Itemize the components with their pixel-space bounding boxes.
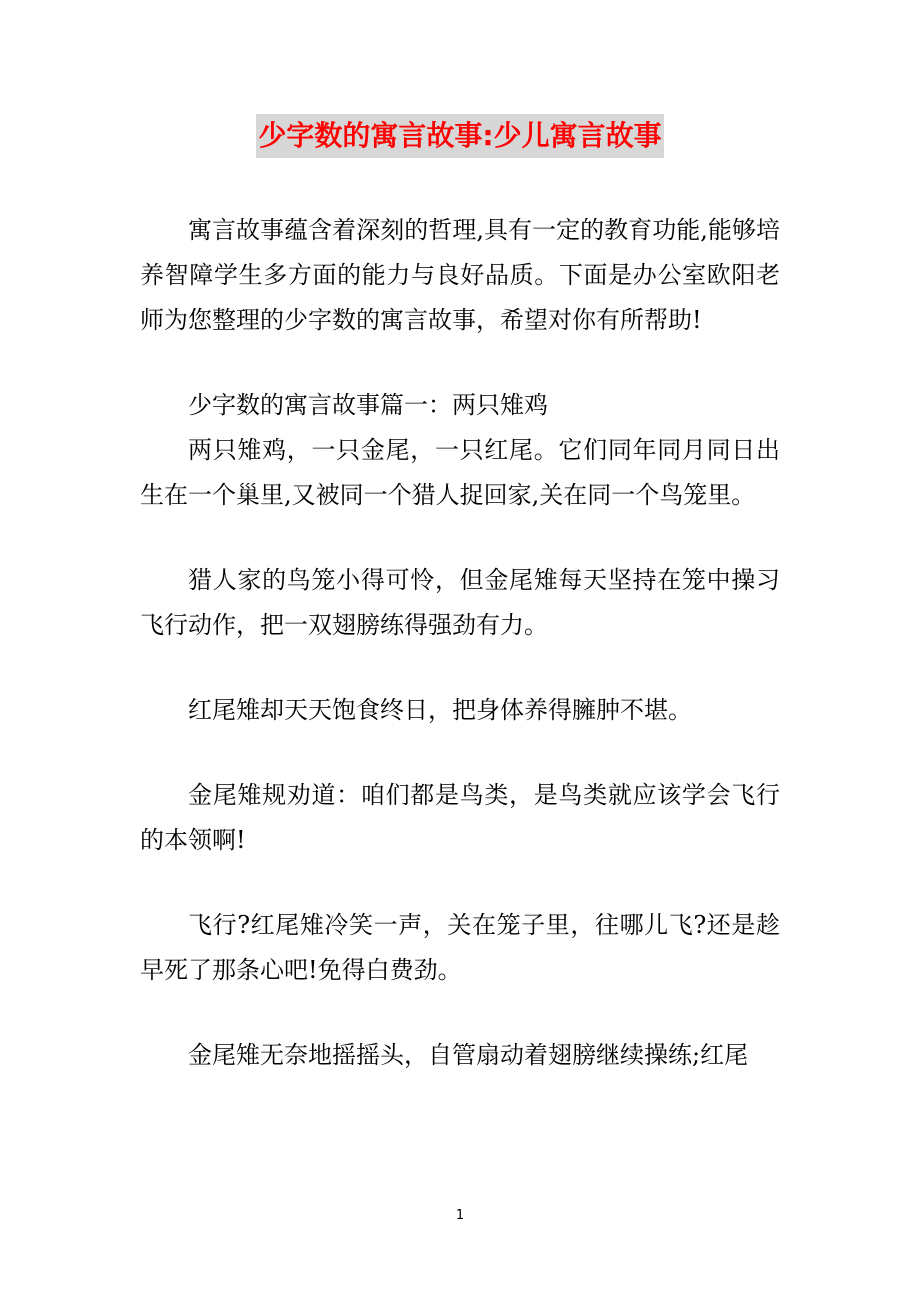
section-heading: 少字数的寓言故事篇一：两只雉鸡: [188, 391, 548, 419]
paragraph: 飞行?红尾雉冷笑一声，关在笼子里，往哪儿飞?还是趁早死了那条心吧!免得白费劲。: [140, 911, 780, 984]
paragraph: 猎人家的鸟笼小得可怜，但金尾雉每天坚持在笼中操习飞行动作，把一双翅膀练得强劲有力。: [140, 566, 780, 639]
page-number: 1: [455, 1208, 465, 1223]
document-title: 少字数的寓言故事:少儿寓言故事: [256, 114, 663, 158]
paragraph: 金尾雉无奈地摇摇头，自管扇动着翅膀继续操练;红尾: [188, 1041, 749, 1069]
paragraph-intro: 寓言故事蕴含着深刻的哲理,具有一定的教育功能,能够培养智障学生多方面的能力与良好品质。下面是办公室欧阳老师为您整理的少字数的寓言故事，希望对你有所帮助!: [140, 216, 780, 334]
document-body: [140, 208, 780, 1078]
document-title-wrap: [0, 114, 920, 158]
paragraph: 红尾雉却天天饱食终日，把身体养得臃肿不堪。: [188, 696, 692, 724]
paragraph: 两只雉鸡，一只金尾，一只红尾。它们同年同月同日出生在一个巢里,又被同一个猎人捉回家,关在同一个鸟笼里。: [140, 436, 780, 509]
paragraph: 金尾雉规劝道：咱们都是鸟类，是鸟类就应该学会飞行的本领啊!: [140, 781, 780, 854]
